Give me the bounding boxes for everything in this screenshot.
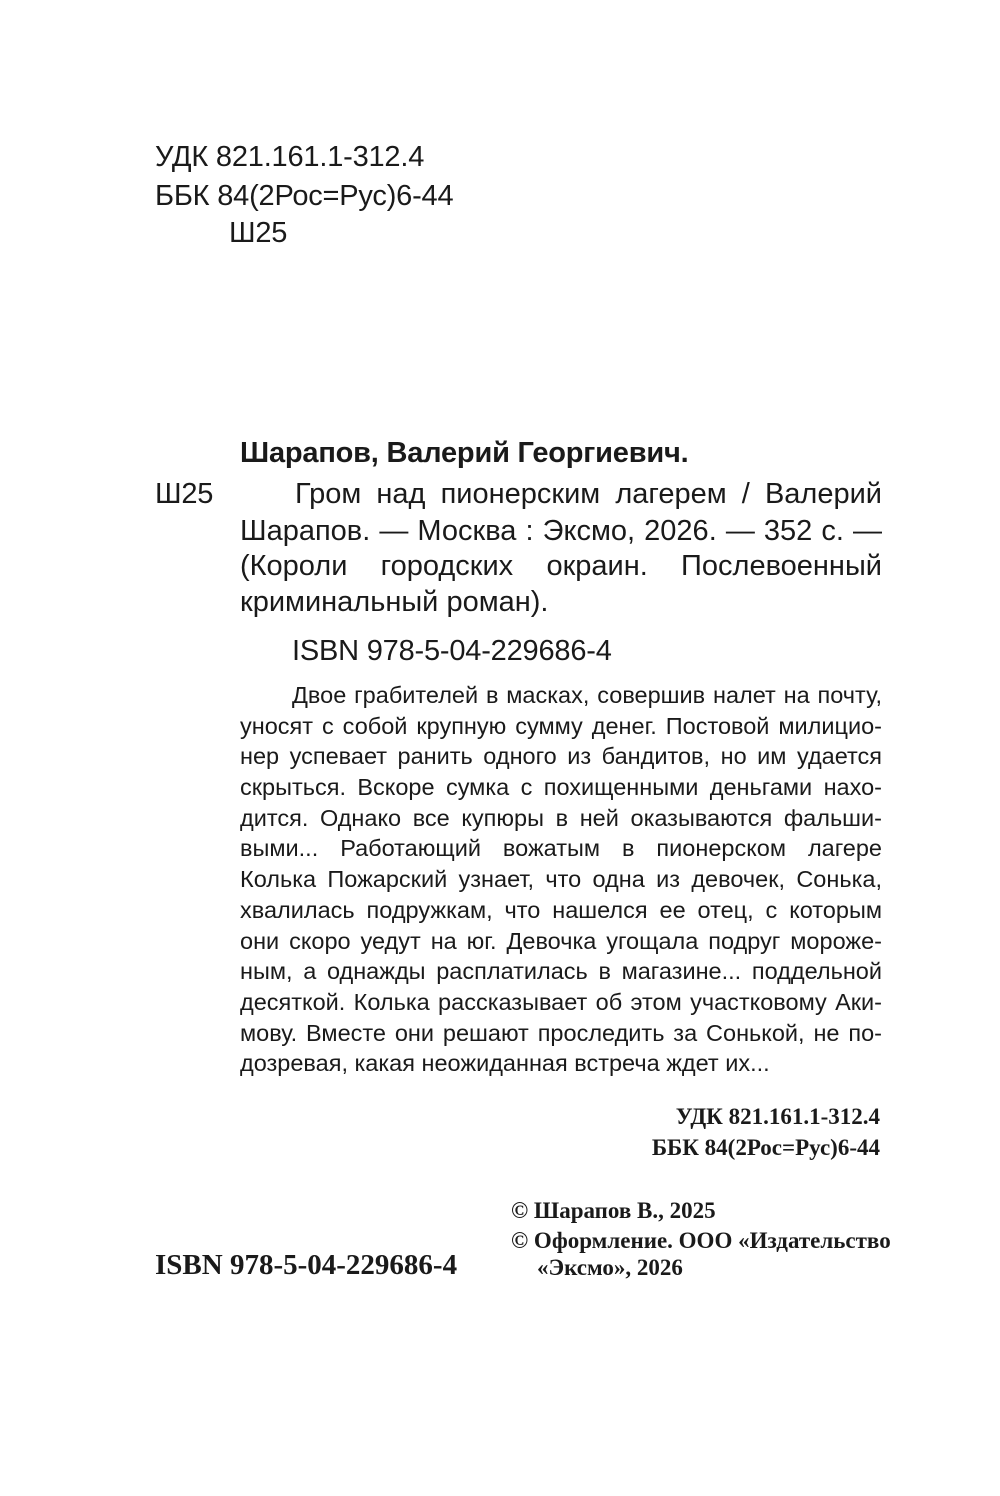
entry-isbn: ISBN 978-5-04-229686-4 xyxy=(292,635,612,667)
author-mark-top: Ш25 xyxy=(229,217,288,249)
annotation-line: они скоро уедут на юг. Девочка угощала подруг мороже- xyxy=(240,927,882,954)
udk-top: УДК 821.161.1-312.4 xyxy=(155,141,425,173)
isbn-bottom: ISBN 978-5-04-229686-4 xyxy=(155,1249,458,1281)
annotation-line: уносят с собой крупную сумму денег. Постовой милицио- xyxy=(240,712,882,739)
bbk-bottom: ББК 84(2Рос=Рус)6-44 xyxy=(651,1135,880,1160)
entry-author-mark: Ш25 xyxy=(155,478,214,510)
annotation xyxy=(240,680,882,1079)
annotation-line: выми... Работающий вожатым в пионерском лагере xyxy=(240,835,882,862)
entry-title-line-4: криминальный роман). xyxy=(240,586,549,618)
bbk-top: ББК 84(2Рос=Рус)6-44 xyxy=(155,180,454,212)
annotation-line: скрыться. Вскоре сумка с похищенными деньгами нахо- xyxy=(240,774,882,801)
annotation-line: Колька Пожарский узнает, что одна из девочек, Сонька, xyxy=(240,866,882,893)
annotation-line: мову. Вместе они решают проследить за Сонькой, не по- xyxy=(240,1019,882,1046)
udk-bottom: УДК 821.161.1-312.4 xyxy=(675,1104,880,1129)
copyright-design: © Оформление. ООО «Издательство xyxy=(511,1228,891,1253)
entry-title-line-1: Гром над пионерским лагерем / Валерий xyxy=(295,478,882,510)
copyright-publisher: «Эксмо», 2026 xyxy=(537,1255,683,1280)
entry-title-line-2: Шарапов. — Москва : Эксмо, 2026. — 352 с. — xyxy=(240,515,882,547)
annotation-line: Двое грабителей в масках, совершив налет на почту, xyxy=(292,682,882,708)
copyright-author: © Шарапов В., 2025 xyxy=(511,1198,716,1223)
annotation-line: ным, а однажды расплатилась в магазине... поддельной xyxy=(240,958,882,985)
entry-author: Шарапов, Валерий Георгиевич. xyxy=(240,437,689,469)
annotation-line: десяткой. Колька рассказывает об этом участковому Аки- xyxy=(240,988,882,1015)
annotation-line: нер успевает ранить одного из бандитов, но им удается xyxy=(240,743,882,770)
annotation-line: хвалилась подружкам, что нашелся ее отец, с которым xyxy=(240,896,882,923)
annotation-line: дится. Однако все купюры в ней оказываются фальши- xyxy=(240,804,882,831)
entry-title-line-3: (Короли городских окраин. Послевоенный xyxy=(240,550,882,582)
annotation-line: дозревая, какая неожиданная встреча ждет их... xyxy=(240,1050,770,1077)
